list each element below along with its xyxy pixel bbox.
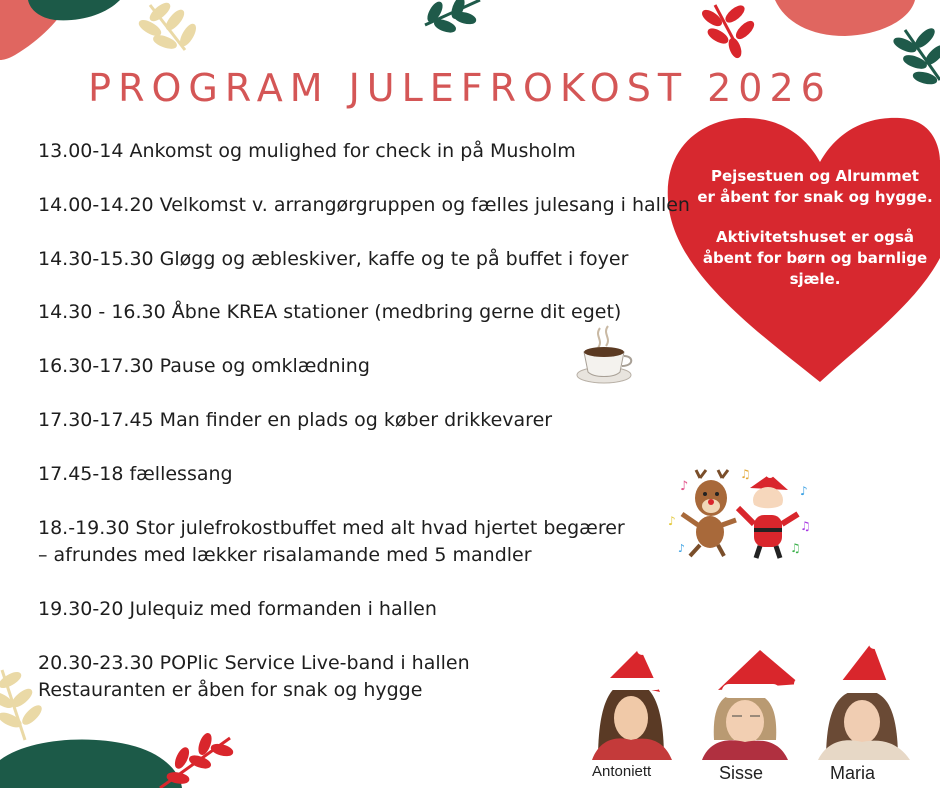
schedule-line: 17.30-17.45 Man finder en plads og køber drikkevarer bbox=[38, 409, 553, 431]
organizer-name: Antoniett bbox=[592, 763, 652, 780]
schedule-line: 14.30 - 16.30 Åbne KREA stationer (medbring gerne dit eget) bbox=[38, 301, 622, 323]
heart-paragraph-1 bbox=[690, 166, 940, 208]
svg-text:♫: ♫ bbox=[790, 541, 801, 555]
svg-text:♪: ♪ bbox=[800, 484, 808, 498]
schedule-line: 14.00-14.20 Velkomst v. arrangørgruppen og fælles julesang i hallen bbox=[38, 194, 690, 216]
schedule-item bbox=[38, 192, 690, 219]
schedule-line: 20.30-23.30 POPlic Service Live-band i hallen bbox=[38, 652, 470, 674]
svg-text:♫: ♫ bbox=[800, 519, 811, 533]
svg-text:♪: ♪ bbox=[668, 514, 676, 528]
green-blob-bottom-left bbox=[0, 740, 182, 788]
schedule-line: 14.30-15.30 Gløgg og æbleskiver, kaffe og te på buffet i foyer bbox=[38, 248, 629, 270]
heart-line: sjæle. bbox=[789, 270, 841, 288]
svg-text:♪: ♪ bbox=[678, 542, 686, 555]
schedule-item bbox=[38, 407, 552, 434]
schedule-item bbox=[38, 353, 370, 380]
leaf-branch-icon bbox=[702, 5, 755, 58]
page-title: PROGRAM JULEFROKOST 2026 bbox=[88, 66, 832, 110]
coffee-cup-icon bbox=[577, 326, 631, 383]
leaf-branch-icon bbox=[138, 2, 196, 50]
schedule-item bbox=[38, 650, 470, 704]
schedule-item bbox=[38, 515, 625, 569]
red-blob-top-right bbox=[775, 0, 915, 36]
schedule-item bbox=[38, 596, 437, 623]
leaf-branch-icon bbox=[425, 0, 480, 33]
heart-line: er åbent for snak og hygge. bbox=[697, 188, 933, 206]
schedule-line: 18.-19.30 Stor julefrokostbuffet med alt hvad hjertet begærer bbox=[38, 517, 625, 539]
leaf-branch-icon bbox=[160, 733, 233, 788]
heart-line: Aktivitetshuset er også bbox=[716, 228, 914, 246]
leaf-branch-icon bbox=[0, 670, 43, 740]
schedule-line: 19.30-20 Julequiz med formanden i hallen bbox=[38, 598, 437, 620]
avatar bbox=[812, 639, 912, 760]
reindeer-santa-dancing-icon bbox=[668, 467, 811, 558]
svg-text:♪: ♪ bbox=[680, 479, 689, 494]
organizer-name: Sisse bbox=[719, 763, 764, 783]
schedule-item bbox=[38, 461, 233, 488]
schedule-line: 17.45-18 fællessang bbox=[38, 463, 233, 485]
schedule-item bbox=[38, 138, 576, 165]
schedule-item bbox=[38, 299, 621, 326]
heart-message bbox=[690, 166, 940, 309]
schedule-line: – afrundes med lækker risalamande med 5 mandler bbox=[38, 544, 532, 566]
schedule-line: 16.30-17.30 Pause og omklædning bbox=[38, 355, 370, 377]
avatar bbox=[580, 645, 680, 760]
schedule-line: 13.00-14 Ankomst og mulighed for check in på Musholm bbox=[38, 140, 576, 162]
avatar bbox=[698, 650, 806, 760]
schedule-item bbox=[38, 246, 628, 273]
organizer-name: Maria bbox=[830, 763, 876, 783]
svg-text:♫: ♫ bbox=[740, 467, 751, 481]
heart-line: Pejsestuen og Alrummet bbox=[711, 167, 919, 185]
heart-paragraph-2 bbox=[690, 227, 940, 290]
heart-line: åbent for børn og barnlige bbox=[702, 249, 928, 267]
schedule-line: Restauranten er åben for snak og hygge bbox=[38, 679, 423, 701]
